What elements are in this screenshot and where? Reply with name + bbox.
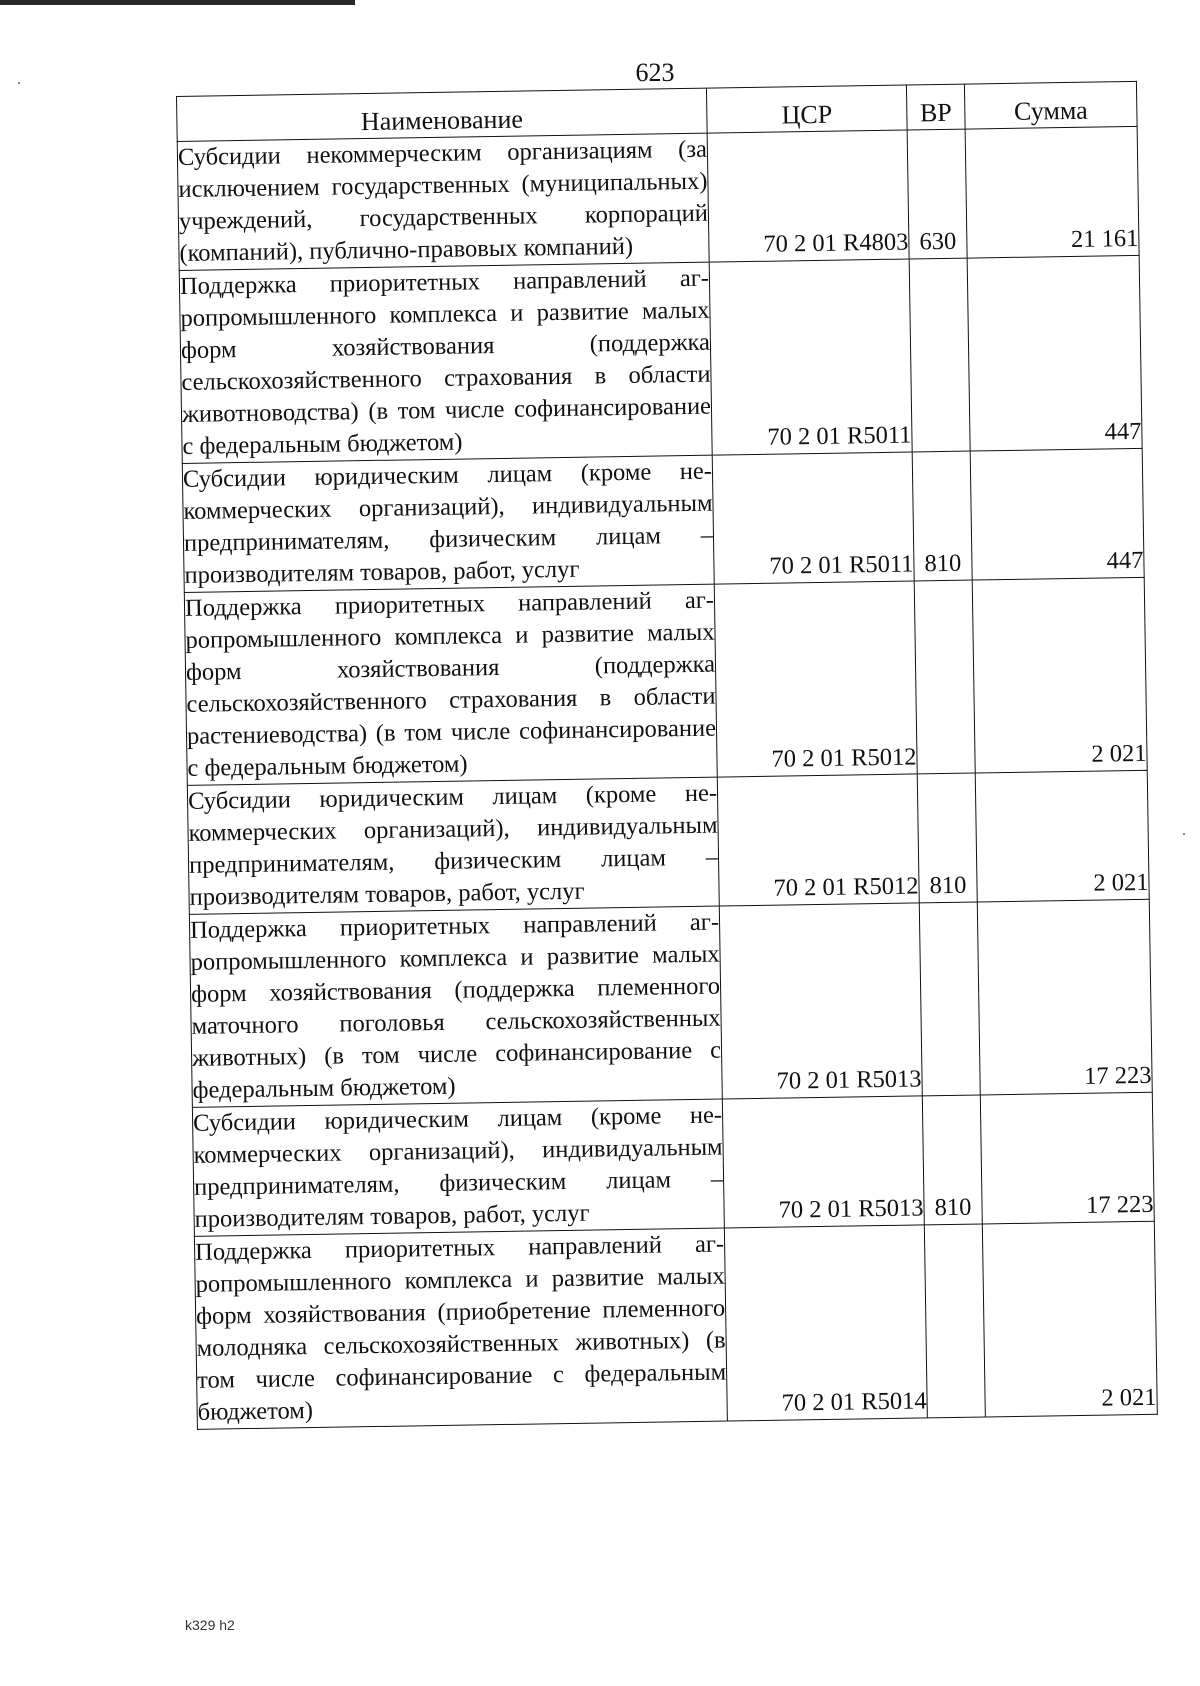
row-csr-cell: 70 2 01 R5014 bbox=[724, 1225, 927, 1421]
header-name: Наименование bbox=[177, 88, 708, 141]
row-name-cell: Субсидии юридическим лицам (кроме некоммерческих организаций), индивидуальным предпринимателям, физическим лицам – производителям товаров, работ, услуг bbox=[187, 777, 719, 914]
table-row bbox=[187, 770, 1149, 914]
row-name-cell: Поддержка приоритетных направлений агропромышленного комплекса и развитие малых форм хозяйствования (приобретение племенного молодняка сельскохозяйственных животных) (в том числе софинансирование с федеральным бюджетом) bbox=[194, 1228, 727, 1429]
row-name-cell: Поддержка приоритетных направлений агропромышленного комплекса и развитие малых форм хозяйствования (поддержка племенного маточного поголовья сельскохозяйственных животных) (в том числе софинансирование с федеральным бюджетом) bbox=[189, 906, 722, 1107]
table-row bbox=[192, 1092, 1154, 1236]
row-sum-cell: 447 bbox=[970, 448, 1144, 580]
row-name-cell: Поддержка приоритетных направлений агропромышленного комплекса и развитие малых форм хозяйствования (поддержка сельскохозяйственного страхования в области животноводства) (в том числе софинансирование с федеральным бюджетом) bbox=[179, 262, 712, 463]
header-vr: ВР bbox=[906, 84, 965, 130]
row-csr-cell: 70 2 01 R5011 bbox=[709, 259, 912, 455]
row-name-cell: Субсидии некоммерческим организациям (за исключением государственных (муниципальных) учреждений, государственных корпораций (компаний), публично-правовых компаний) bbox=[177, 133, 709, 270]
footer-document-code: k329 h2 bbox=[185, 1617, 235, 1633]
table-row bbox=[194, 1221, 1157, 1429]
table-row bbox=[184, 577, 1147, 785]
row-csr-cell: 70 2 01 R5012 bbox=[714, 581, 917, 777]
row-sum-cell: 447 bbox=[967, 255, 1142, 451]
row-vr-cell: 810 bbox=[917, 773, 977, 903]
table-row bbox=[182, 448, 1144, 592]
table-row bbox=[179, 255, 1142, 463]
row-vr-cell bbox=[924, 1224, 985, 1418]
row-sum-cell: 21 161 bbox=[965, 126, 1139, 258]
budget-table bbox=[176, 81, 1158, 1430]
row-sum-cell: 17 223 bbox=[977, 899, 1152, 1095]
row-vr-cell bbox=[909, 258, 970, 452]
row-name-cell: Субсидии юридическим лицам (кроме некоммерческих организаций), индивидуальным предпринимателям, физическим лицам – производителям товаров, работ, услуг bbox=[182, 455, 714, 592]
row-name-cell: Поддержка приоритетных направлений агропромышленного комплекса и развитие малых форм хозяйствования (поддержка сельскохозяйственного страхования в области растениеводства) (в том числе софинансирование с федеральным бюджетом) bbox=[184, 584, 717, 785]
row-vr-cell: 630 bbox=[907, 129, 967, 259]
scan-speck bbox=[1183, 833, 1185, 835]
row-csr-cell: 70 2 01 R5011 bbox=[712, 452, 914, 584]
scan-edge-streak bbox=[0, 0, 355, 5]
row-csr-cell: 70 2 01 R5012 bbox=[717, 774, 919, 906]
row-vr-cell bbox=[914, 580, 975, 774]
table-row bbox=[177, 126, 1139, 270]
row-name-cell: Субсидии юридическим лицам (кроме некоммерческих организаций), индивидуальным предпринимателям, физическим лицам – производителям товаров, работ, услуг bbox=[192, 1099, 724, 1236]
row-csr-cell: 70 2 01 R5013 bbox=[719, 903, 922, 1099]
row-csr-cell: 70 2 01 R5013 bbox=[722, 1096, 924, 1228]
row-vr-cell: 810 bbox=[912, 451, 972, 581]
row-sum-cell: 2 021 bbox=[975, 770, 1149, 902]
row-sum-cell: 17 223 bbox=[980, 1092, 1154, 1224]
table-body bbox=[177, 126, 1157, 1429]
row-vr-cell: 810 bbox=[922, 1095, 982, 1225]
header-csr: ЦСР bbox=[706, 85, 907, 133]
row-sum-cell: 2 021 bbox=[972, 577, 1147, 773]
row-sum-cell: 2 021 bbox=[982, 1221, 1157, 1417]
table-row bbox=[189, 899, 1152, 1107]
row-vr-cell bbox=[919, 902, 980, 1096]
budget-table-container bbox=[176, 81, 1157, 1430]
page-number: 623 bbox=[635, 58, 675, 87]
header-sum: Сумма bbox=[964, 81, 1137, 129]
row-csr-cell: 70 2 01 R4803 bbox=[707, 130, 909, 262]
